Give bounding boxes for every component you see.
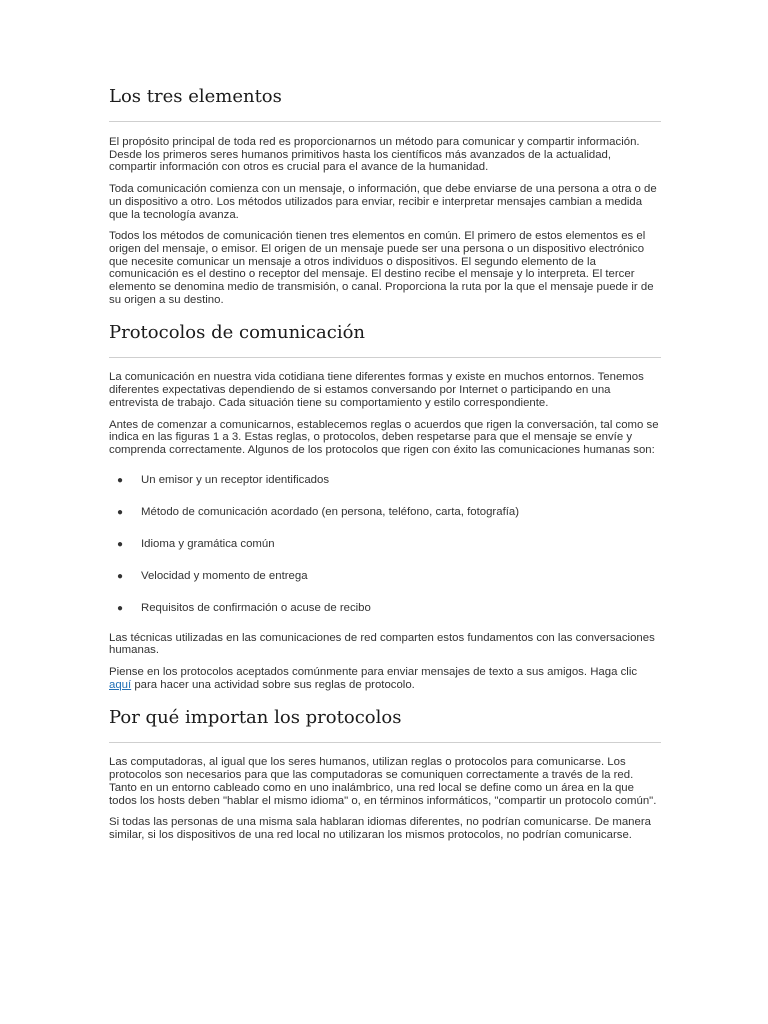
paragraph: Si todas las personas de una misma sala hablaran idiomas diferentes, no podrían comunicarse. De manera similar, si los dispositivos de una red local no utilizaran los mismos protocolos, no podrían comunicarse. bbox=[109, 816, 651, 841]
section-heading: Los tres elementos bbox=[109, 86, 282, 107]
paragraph: Toda comunicación comienza con un mensaje, o información, que debe enviarse de una persona a otra o de un dispositivo a otro. Los métodos utilizados para enviar, recibir e interpretar mensajes cambian a medida que la tecnología avanza. bbox=[109, 183, 657, 221]
section-divider bbox=[109, 742, 661, 743]
section-por-que-importan-los-protocolos bbox=[109, 703, 661, 841]
section-heading: Protocolos de comunicación bbox=[109, 322, 365, 344]
bullet-icon: ● bbox=[117, 474, 124, 486]
activity-link[interactable]: aquí bbox=[109, 678, 132, 691]
section-divider bbox=[109, 357, 661, 358]
paragraph: El propósito principal de toda red es proporcionarnos un método para comunicar y compartir información. Desde los primeros seres humanos primitivos hasta los científicos más avanzados de la actualidad, compartir información con otros es crucial para el avance de la humanidad. bbox=[109, 136, 640, 174]
bullet-icon: ● bbox=[117, 538, 124, 550]
paragraph-with-link: Piense en los protocolos aceptados comúnmente para enviar mensajes de texto a sus amigos. Haga clic aquí para hacer una actividad sobre sus reglas de protocolo. bbox=[109, 666, 638, 691]
bullet-icon: ● bbox=[117, 570, 124, 582]
section-heading: Por qué importan los protocolos bbox=[109, 707, 402, 729]
document-page bbox=[109, 82, 661, 842]
bullet-icon: ● bbox=[117, 506, 124, 518]
list-item: ● Velocidad y momento de entrega bbox=[117, 569, 308, 582]
paragraph: Las técnicas utilizadas en las comunicaciones de red comparten estos fundamentos con las conversaciones humanas. bbox=[109, 631, 655, 657]
paragraph: Antes de comenzar a comunicarnos, establecemos reglas o acuerdos que rigen la conversación, tal como se indica en las figuras 1 a 3. Estas reglas, o protocolos, deben respetarse para que el mensaje se envíe y comprenda correctamente. Algunos de los protocolos que rigen con éxito las comunicaciones humanas son: bbox=[109, 418, 659, 456]
list-item: ● Un emisor y un receptor identificados bbox=[117, 473, 330, 486]
bullet-icon: ● bbox=[117, 602, 124, 614]
paragraph: La comunicación en nuestra vida cotidiana tiene diferentes formas y existe en muchos entornos. Tenemos diferentes expectativas dependiendo de si estamos conversando por Internet o participando en una entrevista de trabajo. Cada situación tiene su comportamiento y estilo correspondiente. bbox=[109, 371, 644, 409]
section-los-tres-elementos bbox=[109, 82, 661, 306]
section-protocolos-de-comunicacion bbox=[109, 318, 661, 691]
list-item: ● Requisitos de confirmación o acuse de recibo bbox=[117, 601, 371, 614]
list-item: ● Idioma y gramática común bbox=[117, 537, 275, 550]
paragraph: Todos los métodos de comunicación tienen tres elementos en común. El primero de estos elementos es el origen del mensaje, o emisor. El origen de un mensaje puede ser una persona o un dispositivo electrónico que necesite comunicar un mensaje a otros individuos o dispositivos. El segundo elemento de la comunicación es el destino o receptor del mensaje. El destino recibe el mensaje y lo interpreta. El tercer elemento se denomina medio de transmisión, o canal. Proporciona la ruta por la que el mensaje puede ir de su origen a su destino. bbox=[109, 230, 654, 306]
protocol-list bbox=[109, 474, 661, 615]
list-item: ● Método de comunicación acordado (en persona, teléfono, carta, fotografía) bbox=[117, 505, 520, 518]
paragraph: Las computadoras, al igual que los seres humanos, utilizan reglas o protocolos para comunicarse. Los protocolos son necesarios para que las computadoras se comuniquen correctamente a través de la red. Tanto en un entorno cableado como en uno inalámbrico, una red local se define como un área en la que todos los hosts deben "hablar el mismo idioma" o, en términos informáticos, "compartir un protocolo común". bbox=[109, 756, 657, 807]
section-divider bbox=[109, 121, 661, 122]
